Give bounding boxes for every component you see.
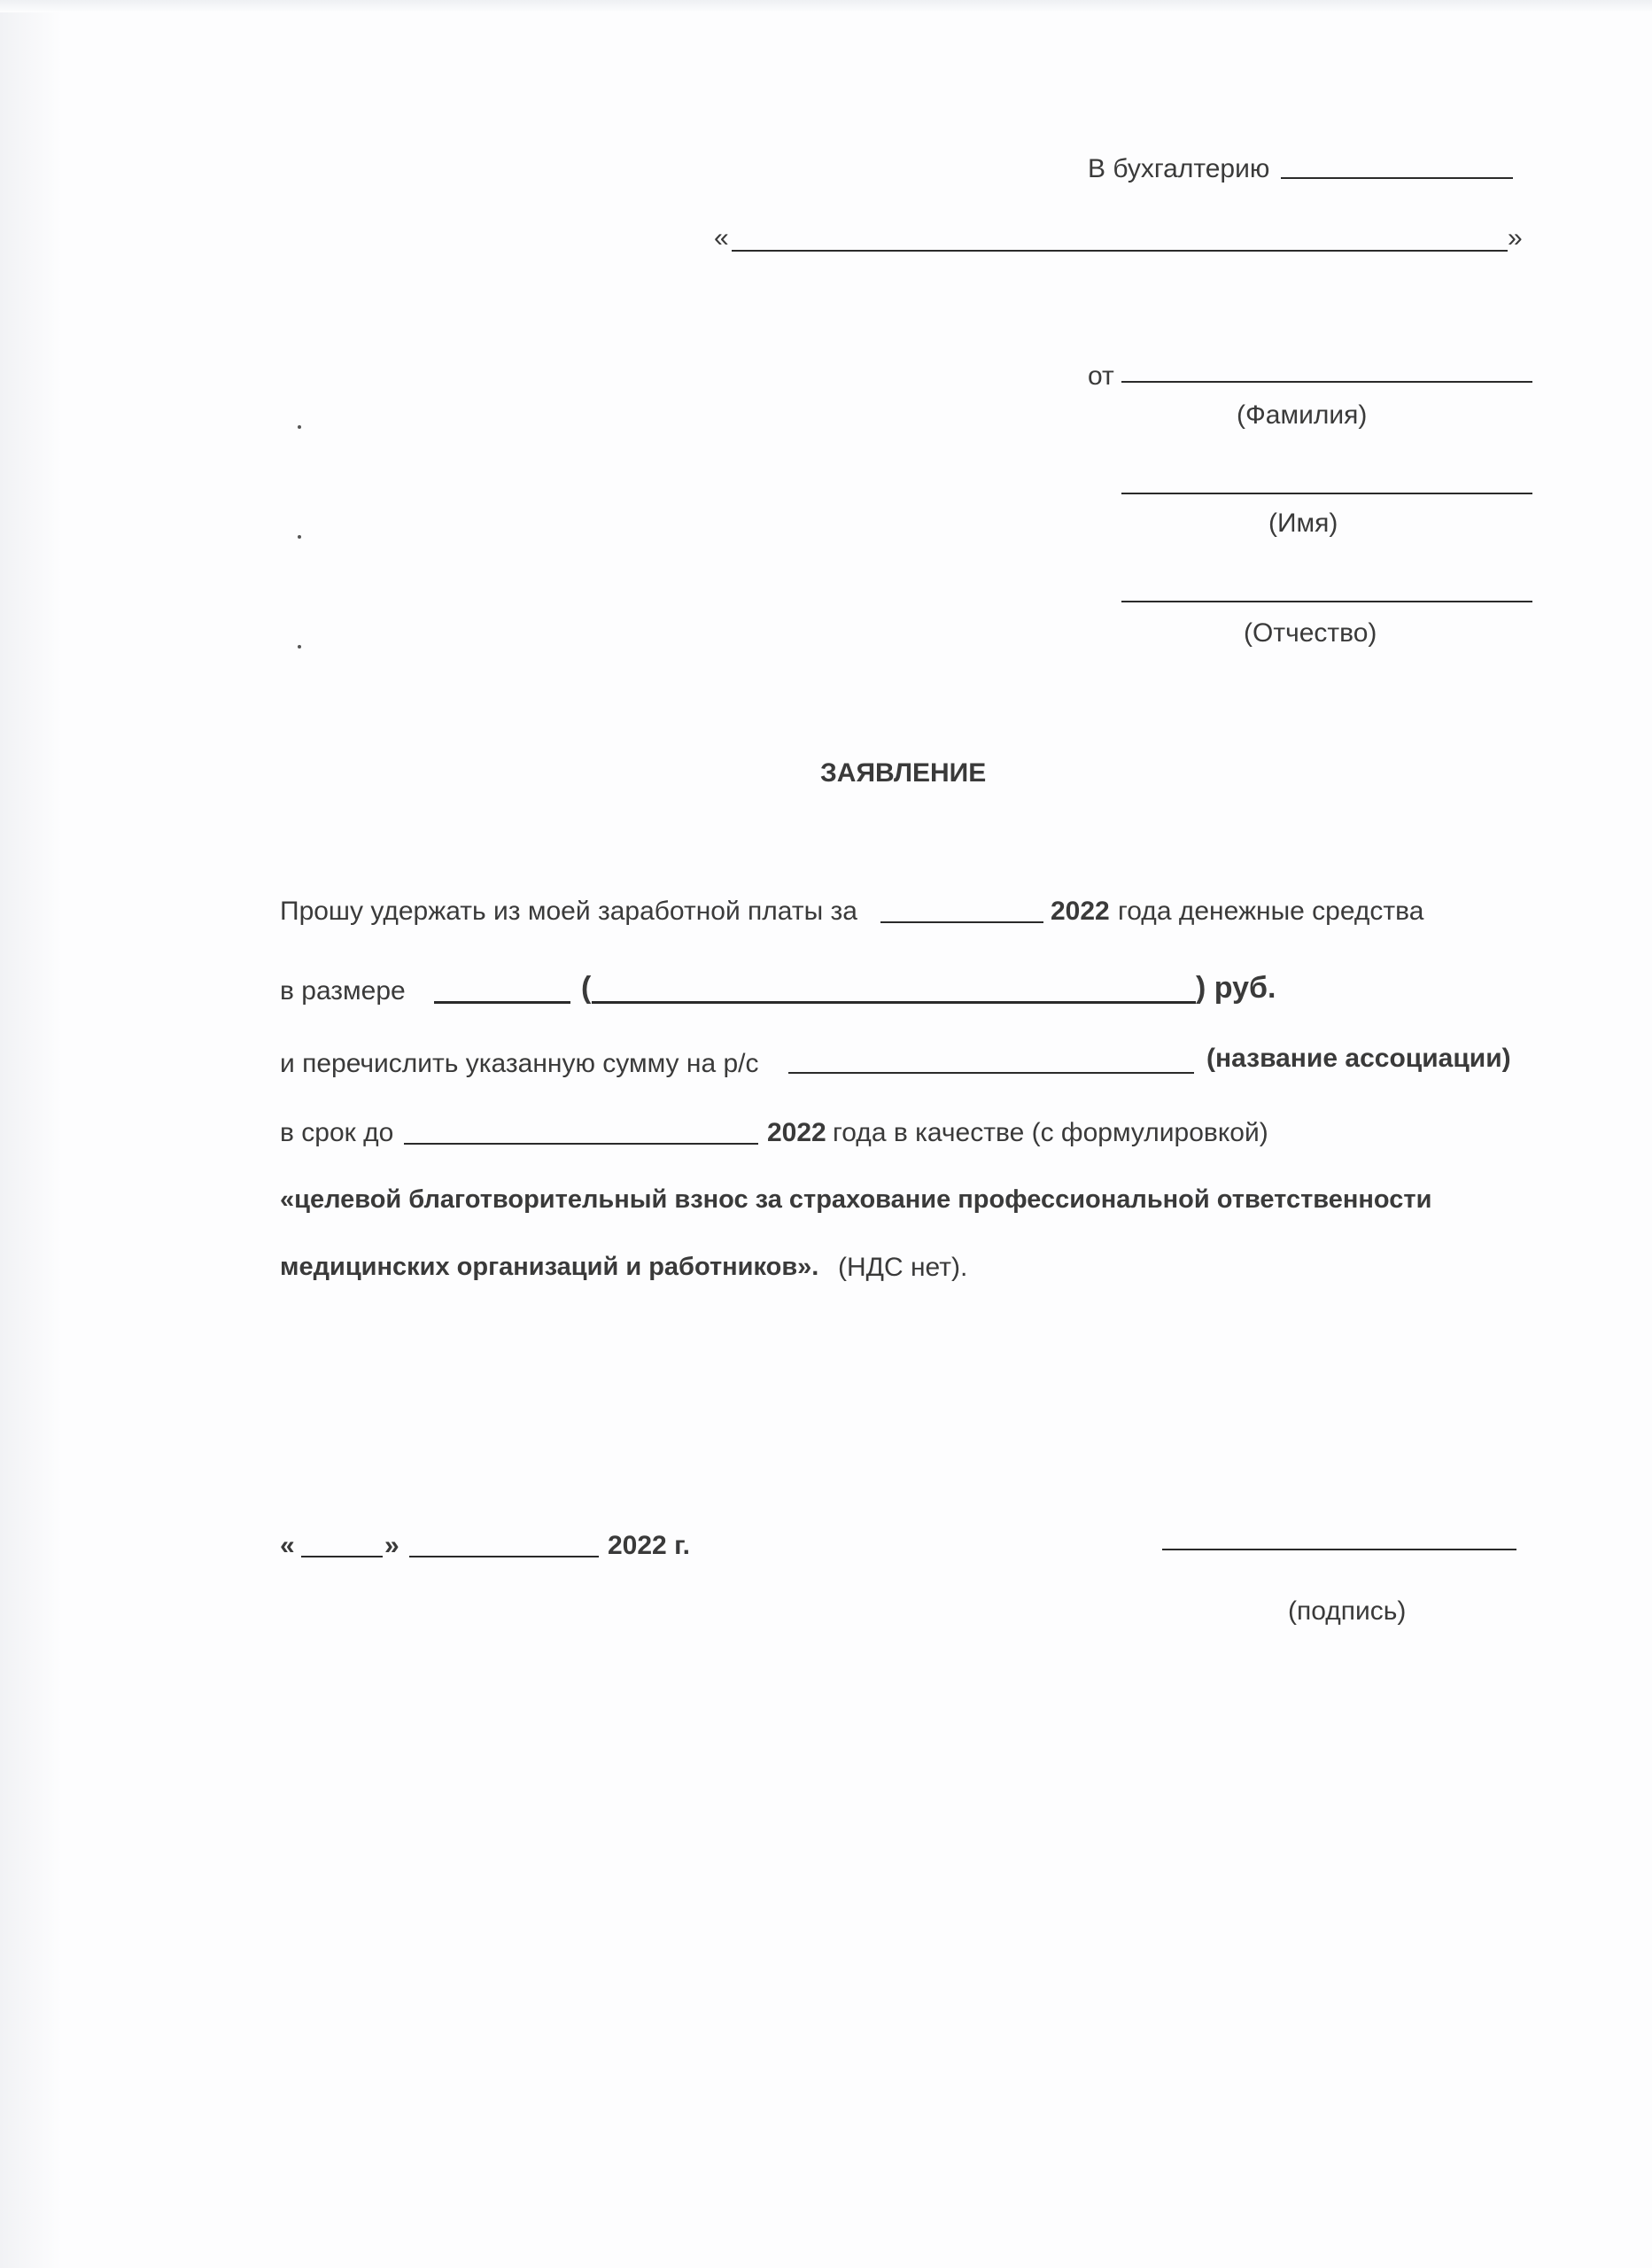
month-line[interactable]	[880, 921, 1043, 923]
date-close-quote: »	[384, 1531, 399, 1560]
body-line1-year: 2022	[1051, 897, 1110, 926]
amount-digits-line[interactable]	[434, 1001, 570, 1004]
body-line6-bold: медицинских организаций и работников».	[280, 1253, 819, 1281]
account-line[interactable]	[788, 1072, 1194, 1074]
name-line[interactable]	[1121, 493, 1532, 494]
name-caption: (Имя)	[1268, 509, 1338, 538]
amount-open-paren: (	[581, 971, 592, 1005]
deadline-line[interactable]	[404, 1143, 758, 1145]
org-close-quote: »	[1508, 223, 1523, 252]
signature-line[interactable]	[1162, 1549, 1516, 1550]
surname-line[interactable]	[1121, 381, 1532, 383]
document-title: ЗАЯВЛЕНИЕ	[820, 758, 987, 788]
date-year: 2022 г.	[608, 1531, 690, 1560]
body-line5-bold: «целевой благотворительный взнос за страхование профессиональной ответственности	[280, 1185, 1432, 1214]
body-line4-text: в срок до	[280, 1118, 394, 1147]
body-line3-text: и перечислить указанную сумму на р/с	[280, 1049, 759, 1078]
patronymic-caption: (Отчество)	[1244, 618, 1377, 648]
body-line6-tail: (НДС нет).	[838, 1253, 968, 1282]
date-open-quote: «	[280, 1531, 295, 1560]
amount-close-rub: ) руб.	[1196, 971, 1276, 1005]
scan-edge-top	[0, 0, 1652, 12]
scan-speck	[298, 535, 301, 539]
body-line3-tail: (название ассоциации)	[1206, 1044, 1511, 1073]
date-day-line[interactable]	[301, 1556, 383, 1557]
body-line4-tail: года в качестве (с формулировкой)	[833, 1118, 1268, 1147]
org-open-quote: «	[714, 223, 729, 252]
body-line1-tail: года денежные средства	[1118, 897, 1424, 926]
body-line1-text: Прошу удержать из моей заработной платы за	[280, 897, 857, 926]
from-label: от	[1088, 361, 1114, 391]
scan-speck	[298, 645, 301, 649]
scan-edge-left	[0, 0, 62, 2268]
amount-words-line[interactable]	[592, 1001, 1196, 1004]
signature-caption: (подпись)	[1288, 1596, 1407, 1626]
scan-speck	[298, 425, 301, 429]
accounting-name-line[interactable]	[1281, 177, 1513, 179]
organization-name-line[interactable]	[732, 250, 1508, 252]
date-month-line[interactable]	[409, 1556, 599, 1557]
patronymic-line[interactable]	[1121, 601, 1532, 602]
to-accounting-label: В бухгалтерию	[1088, 154, 1270, 183]
body-line4-year: 2022	[767, 1118, 826, 1147]
body-line2-text: в размере	[280, 976, 406, 1006]
surname-caption: (Фамилия)	[1237, 400, 1368, 430]
